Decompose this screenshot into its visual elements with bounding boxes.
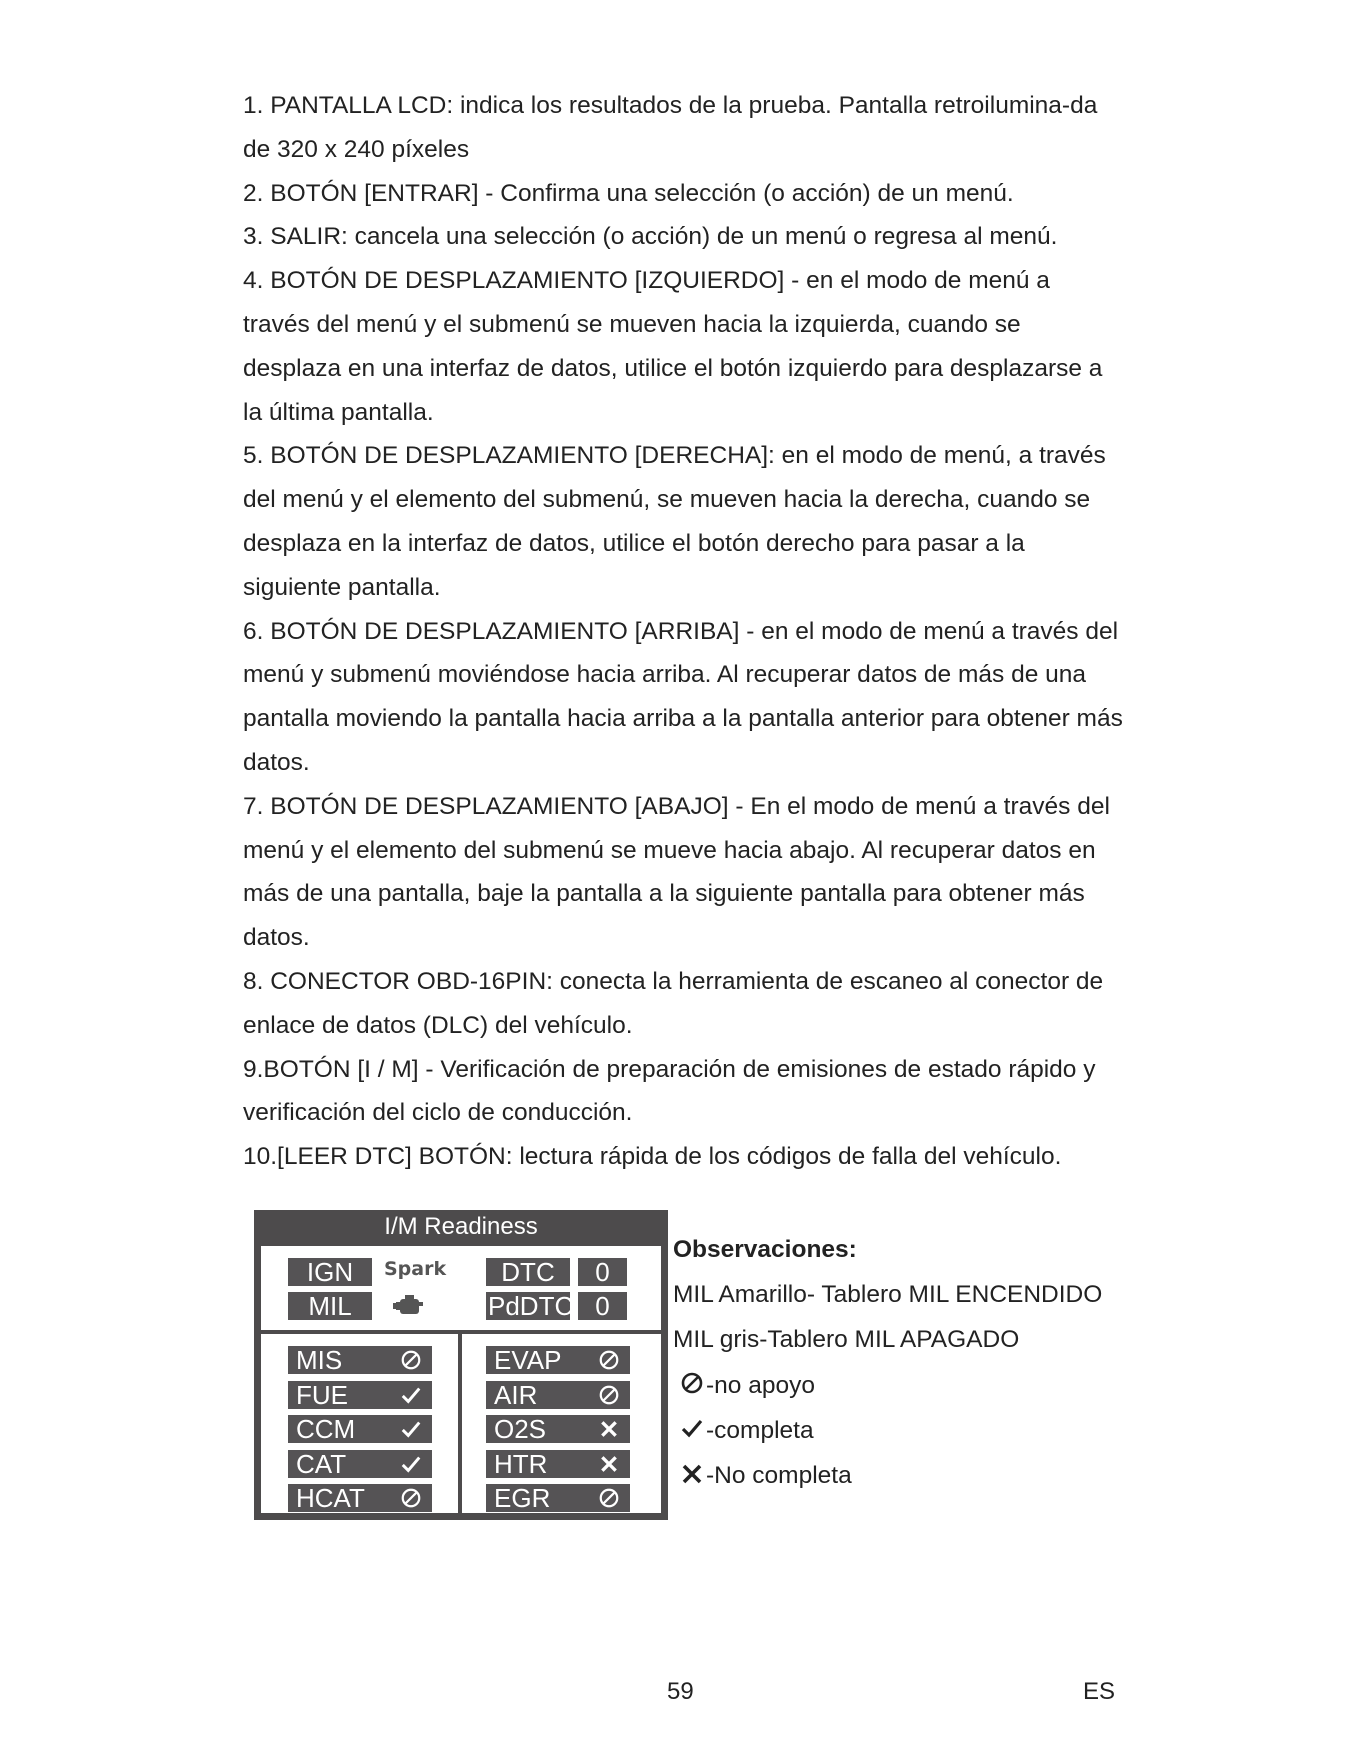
paragraph-im-button: 9.BOTÓN [I / M] - Verificación de preparación de emisiones de estado rápido y verificación del ciclo de conducción.	[243, 1055, 1096, 1127]
not-supported-icon	[596, 1487, 622, 1509]
right-monitor-air	[486, 1381, 630, 1409]
language-code: ES	[1083, 1678, 1116, 1705]
im-readiness-screen	[254, 1210, 668, 1520]
cross-icon	[680, 1461, 706, 1492]
paragraph-left: 4. BOTÓN DE DESPLAZAMIENTO [IZQUIERDO] - en el modo de menú a través del menú y el submenú se mueven hacia la izquierda, cuando se desplaza en una interfaz de datos, utilice el botón izquierdo para desplazarse a la última pantalla.	[243, 267, 1103, 426]
monitor-label: CCM	[296, 1414, 356, 1444]
not-supported-icon	[398, 1349, 424, 1371]
readiness-divider-vertical	[458, 1334, 462, 1513]
right-monitor-o2s	[486, 1415, 630, 1443]
cross-icon	[596, 1453, 622, 1475]
checkmark-icon	[398, 1453, 424, 1475]
paragraph-enter: 2. BOTÓN [ENTRAR] - Confirma una selección (o acción) de un menú.	[243, 179, 1014, 207]
not-supported-icon	[596, 1384, 622, 1406]
pddtc-count: 0	[578, 1292, 627, 1320]
checkmark-icon	[680, 1416, 706, 1447]
right-monitor-egr	[486, 1484, 630, 1512]
checkmark-icon	[398, 1384, 424, 1406]
paragraph-right: 5. BOTÓN DE DESPLAZAMIENTO [DERECHA]: en el modo de menú, a través del menú y el elemento del submenú, se mueven hacia la derecha, cuando se desplaza en la interfaz de datos, utilice el botón derecho para pasar a la siguiente pantalla.	[243, 442, 1106, 601]
note-complete-text: -completa	[706, 1416, 814, 1444]
monitor-label: HTR	[494, 1448, 548, 1479]
cross-icon	[596, 1418, 622, 1440]
paragraph-up: 6. BOTÓN DE DESPLAZAMIENTO [ARRIBA] - en el modo de menú a través del menú y submenú moviéndose hacia arriba. Al recuperar datos de más de una pantalla moviendo la pantalla hacia arriba a la pantalla anterior para obtener más datos.	[243, 617, 1123, 776]
im-readiness-title: I/M Readiness	[384, 1213, 538, 1240]
observations-title: Observaciones:	[673, 1236, 857, 1263]
engine-icon	[392, 1292, 428, 1325]
ign-badge: IGN	[288, 1258, 372, 1286]
dtc-count: 0	[578, 1258, 627, 1286]
monitor-label: EGR	[494, 1483, 551, 1513]
dtc-badge: DTC	[486, 1258, 570, 1286]
monitor-label: AIR	[494, 1379, 538, 1410]
pddtc-badge: PdDTC	[488, 1291, 574, 1321]
note-incomplete	[680, 1461, 852, 1492]
paragraph-lcd: 1. PANTALLA LCD: indica los resultados de la prueba. Pantalla retroilumina-da de 320 x 240 píxeles	[243, 92, 1098, 163]
monitor-label: O2S	[494, 1414, 547, 1444]
im-readiness-content	[261, 1246, 661, 1513]
monitor-label: EVAP	[494, 1345, 562, 1375]
left-monitor-hcat	[288, 1484, 432, 1512]
note-incomplete-text: -No completa	[706, 1461, 852, 1489]
monitor-label: HCAT	[296, 1483, 365, 1513]
left-monitor-ccm	[288, 1415, 432, 1443]
mil-badge: MIL	[288, 1292, 372, 1320]
paragraph-down: 7. BOTÓN DE DESPLAZAMIENTO [ABAJO] - En el modo de menú a través del menú y el elemento del submenú se mueve hacia abajo. Al recuperar datos en más de una pantalla, baje la pantalla a la siguiente pantalla para obtener más datos.	[243, 792, 1110, 952]
page-number: 59	[667, 1678, 694, 1705]
left-monitor-cat	[288, 1450, 432, 1478]
note-no-support-text: -no apoyo	[706, 1371, 815, 1399]
paragraph-exit: 3. SALIR: cancela una selección (o acción) de un menú o regresa al menú.	[243, 223, 1058, 251]
note-mil-gray: MIL gris-Tablero MIL APAGADO	[673, 1326, 1020, 1353]
right-monitor-htr	[486, 1450, 630, 1478]
spark-label: Spark	[384, 1258, 447, 1280]
not-supported-icon	[596, 1349, 622, 1371]
note-complete	[680, 1416, 814, 1447]
checkmark-icon	[398, 1418, 424, 1440]
not-supported-icon	[680, 1371, 706, 1402]
note-mil-yellow: MIL Amarillo- Tablero MIL ENCENDIDO	[673, 1281, 1103, 1308]
instructions-text	[243, 84, 1123, 1179]
paragraph-read-dtc: 10.[LEER DTC] BOTÓN: lectura rápida de los códigos de falla del vehículo.	[243, 1143, 1062, 1171]
right-monitor-evap	[486, 1346, 630, 1374]
not-supported-icon	[398, 1487, 424, 1509]
monitor-label: CAT	[296, 1448, 347, 1479]
monitor-label: MIS	[296, 1345, 343, 1375]
paragraph-connector: 8. CONECTOR OBD-16PIN: conecta la herramienta de escaneo al conector de enlace de datos (DLC) del vehículo.	[243, 967, 1104, 1039]
left-monitor-fue	[288, 1381, 432, 1409]
left-monitor-mis	[288, 1346, 432, 1374]
note-no-support	[680, 1371, 815, 1402]
monitor-label: FUE	[296, 1379, 348, 1410]
